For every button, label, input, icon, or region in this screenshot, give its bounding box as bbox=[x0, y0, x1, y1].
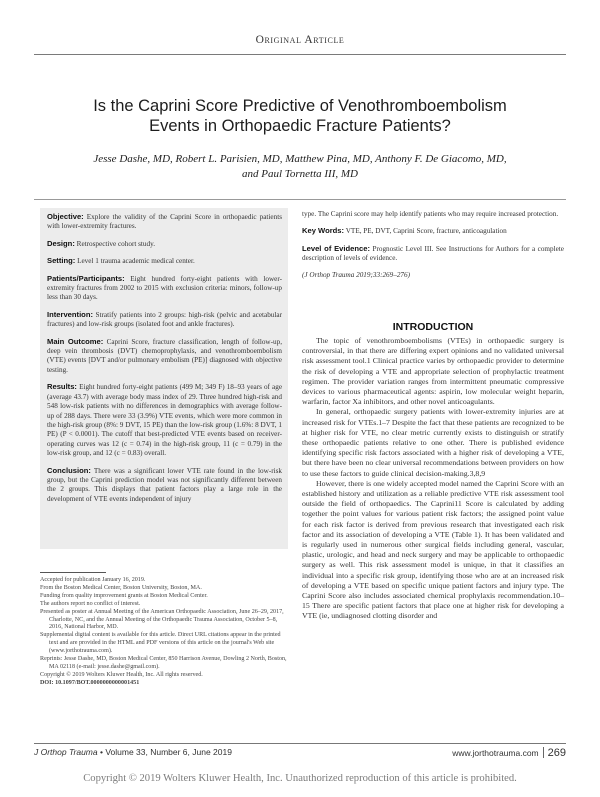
keywords-text: VTE, PE, DVT, Caprini Score, fracture, anticoagulation bbox=[345, 227, 507, 236]
footnote: Supplemental digital content is available for this article. Direct URL citations appear in the printed text and are provided in the HTML and PDF versions of this article on the journal's Web site (www.jorthotrauma.com). bbox=[40, 632, 281, 655]
footnote: Funding from quality improvement grants at Boston Medical Center. bbox=[40, 592, 208, 599]
header-divider bbox=[34, 54, 566, 55]
title-divider bbox=[34, 199, 566, 200]
abstract-text: Eight hundred forty-eight patients (499 M; 349 F) 18–93 years of age (average 43.7) with average body mass index of 29. Three hundred high-risk and 548 low-risk patients with no differences in demographics with average follow-up of 288 days. There were 33 (3.9%) VTE events, which were more common in the high-risk group (8%: 9 DVT, 15 PE) than the low-risk group (1.6%: 8 DVT, 1 PE) (P < 0.0001). The cutoff that best-predicted VTE events based on receiver-operating curves was 12 (c = 0.74) in the high-risk group, 11 (c = 0.79) in the low-risk group, and 12 (c = 0.83) overall. bbox=[47, 383, 283, 458]
abstract-objective bbox=[47, 212, 282, 232]
page-info bbox=[452, 747, 566, 759]
abstract-main-outcome bbox=[47, 337, 282, 376]
abstract-text: Retrospective cohort study. bbox=[76, 239, 156, 248]
footer-separator bbox=[543, 747, 544, 758]
abstract-text: There was a significant lower VTE rate found in the low-risk group, but the Caprini prediction model was not significantly different between the 2 groups. This displays that patient factors play a large role in the development of VTE events independent of injury bbox=[47, 466, 282, 503]
body-paragraph: However, there is one widely accepted model named the Caprini Score with an established history and utilization as a reliable predictive VTE risk assessment tool outside the field of orthopaedics. The Caprini11 Score is calculated by adding together the point values for various patient risk factors; the assigned point value for each risk factor is derived from previous research that investigated each risk factor and its association of developing a VTE (Table 1). It has been validated and is regularly used in numerous other surgical fields including general, vascular, plastic, urologic, and head and neck surgery and may be applicable to orthopaedic surgery as well. This risk assessment model is unique, in that it classifies an individual into a specific risk group, identifying those who are at an increased risk of developing a VTE based on specific unique patient factors and injury type. The Caprini Score also includes associated chemical prophylaxis recommendation.10–15 There are specific patient factors that place one at higher risk for developing a VTE (ie, undiagnosed clotting disorder and bbox=[302, 478, 564, 621]
level-of-evidence bbox=[302, 244, 564, 264]
abstract-text: Level 1 trauma academic medical center. bbox=[77, 257, 195, 266]
citation: (J Orthop Trauma 2019;33:269–276) bbox=[302, 270, 411, 279]
footnote: Copyright © 2019 Wolters Kluwer Health, Inc. All rights reserved. bbox=[40, 671, 203, 678]
abstract-intervention bbox=[47, 310, 282, 330]
footnote: Presented as poster at Annual Meeting of the American Orthopaedic Association, June 26–29, 2017, Charlotte, NC, and the Annual Meeting of the Orthopaedic Trauma Association, October 5–8, 2016, National Harbor, MD. bbox=[40, 608, 284, 631]
abstract-label: Design: bbox=[47, 238, 75, 248]
abstract-label: Main Outcome: bbox=[47, 336, 104, 346]
journal-info bbox=[34, 747, 232, 757]
abstract bbox=[47, 212, 282, 511]
body-paragraph: In general, orthopaedic surgery patients with lower-extremity injuries are at increased risk for VTEs.1–7 Despite the fact that these patients are recognized to be at higher risk for VTE, no clear metric currently exists to distinguish or stratify these orthopaedic patients relative to one other. There is published evidence identifying specific risk factors associated with a higher risk of developing a VTE, but there have been no clear universal recommendations between providers on how to use these factors to guide clinical decision-making.3,8,9 bbox=[302, 407, 564, 478]
title-line-2: Events in Orthopaedic Fracture Patients? bbox=[149, 117, 451, 135]
article-title bbox=[40, 96, 560, 136]
abstract-label: Results: bbox=[47, 382, 77, 392]
abstract-continuation bbox=[302, 210, 564, 287]
abstract-label: Objective: bbox=[47, 212, 84, 221]
journal-url[interactable]: www.jorthotrauma.com bbox=[452, 748, 539, 758]
journal-name: J Orthop Trauma bbox=[34, 747, 98, 757]
authors-line-1: Jesse Dashe, MD, Robert L. Parisien, MD, Matthew Pina, MD, Anthony F. De Giacomo, MD, bbox=[93, 153, 507, 165]
abstract-label: Conclusion: bbox=[47, 465, 91, 475]
abstract-results bbox=[47, 382, 282, 458]
abstract-design bbox=[47, 239, 282, 249]
copyright-notice: Copyright © 2019 Wolters Kluwer Health, Inc. Unauthorized reproduction of this article is prohibited. bbox=[83, 773, 517, 784]
footnote: Accepted for publication January 16, 2019. bbox=[40, 577, 146, 583]
introduction-heading: INTRODUCTION bbox=[392, 321, 474, 333]
footnote: The authors report no conflict of interest. bbox=[40, 600, 141, 607]
author-list bbox=[40, 152, 560, 182]
abstract-conclusion bbox=[47, 466, 282, 505]
abstract-setting bbox=[47, 256, 282, 266]
abstract-text: Caprini Score, fracture classification, length of follow-up, deep vein thrombosis (DVT) chemoprophylaxis, and venothromboembolism (VTE) events [DVT and/or pulmonary embolism (PE)] diagnosed with objective testing. bbox=[47, 337, 282, 374]
keywords-label: Key Words: bbox=[302, 226, 345, 236]
abstract-label: Intervention: bbox=[47, 309, 93, 319]
footer-divider bbox=[34, 743, 566, 744]
keywords bbox=[302, 226, 564, 236]
footnote: Reprints: Jesse Dashe, MD, Boston Medical Center, 850 Harrison Avenue, Dowling 2 North, Boston, MA 02118 (e-mail: jesse.dashe@gmail.com). bbox=[40, 656, 287, 670]
doi: DOI: 10.1097/BOT.0000000000001451 bbox=[40, 679, 140, 686]
title-line-1: Is the Caprini Score Predictive of Venothromboembolism bbox=[93, 97, 507, 115]
abstract-patients bbox=[47, 274, 282, 303]
authors-line-2: and Paul Tornetta III, MD bbox=[241, 168, 358, 180]
issue-info: • Volume 33, Number 6, June 2019 bbox=[97, 747, 232, 757]
page-number: 269 bbox=[547, 747, 566, 759]
body-paragraph: The topic of venothromboembolisms (VTEs) in orthopaedic surgery is controversial, in that there are differing expert opinions and no validated universal risk assessment tool.1 Clinical practice varies by orthopaedic provider to determine the risk of developing a VTE and appropriate selection of prophylactic treatment regimen. The provider variation ranges from intermittent pneumatic compressive devices to various pharmaceutical agents: aspirin, low molecular weight heparin, warfarin, factor Xa inhibitors, and other novel anticoagulants. bbox=[302, 336, 564, 407]
footnotes bbox=[40, 577, 290, 688]
evidence-label: Level of Evidence: bbox=[302, 243, 370, 253]
footnote: From the Boston Medical Center, Boston University, Boston, MA. bbox=[40, 584, 202, 591]
abstract-label: Setting: bbox=[47, 256, 76, 266]
footnote-divider bbox=[40, 572, 106, 573]
abstract-text: Stratify patients into 2 groups: high-risk (pelvic and acetabular fractures) and low-risk groups (isolated foot and ankle fractures). bbox=[47, 310, 282, 329]
conclusion-continued: type. The Caprini score may help identify patients who may require increased protection. bbox=[302, 210, 559, 218]
abstract-label: Patients/Participants: bbox=[47, 273, 125, 283]
section-label: Original Article bbox=[255, 34, 345, 46]
abstract-text: Eight hundred forty-eight patients with lower-extremity fractures from 2002 to 2015 with exclusion criteria: minors, follow-up less than 30 days. bbox=[47, 274, 283, 302]
introduction-body bbox=[302, 336, 564, 622]
evidence-text: Prognostic Level III. See Instructions for Authors for a complete description of levels of evidence. bbox=[302, 244, 564, 263]
abstract-text: Explore the validity of the Caprini Score in orthopaedic patients with lower-extremity fractures. bbox=[47, 213, 283, 231]
